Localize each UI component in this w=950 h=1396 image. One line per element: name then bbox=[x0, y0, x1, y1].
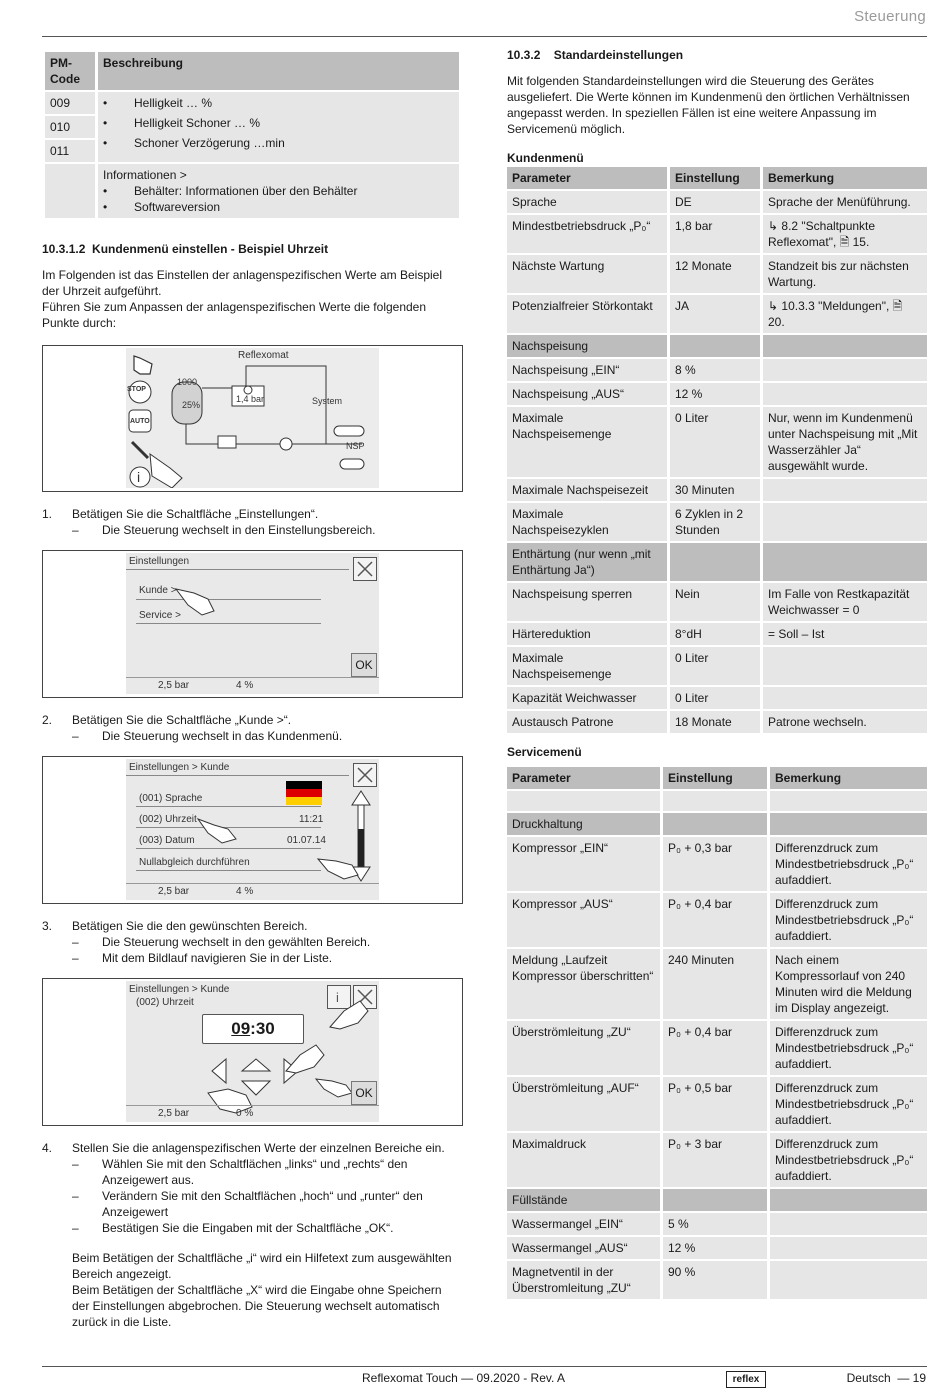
left-arrow-icon bbox=[212, 1059, 226, 1083]
uhrzeit-value: 11:21 bbox=[299, 814, 324, 825]
cell-einstellung bbox=[670, 335, 760, 357]
table-row bbox=[507, 295, 927, 333]
closing-notes bbox=[42, 1250, 462, 1330]
cell-einstellung: P₀ + 0,5 bar bbox=[663, 1077, 767, 1131]
closing-paragraph: Beim Betätigen der Schaltfläche „i“ wird ein Hilfetext zum ausgewählten Bereich angezeigt. bbox=[72, 1251, 452, 1281]
cell-parameter: Wassermangel „AUS“ bbox=[507, 1237, 660, 1259]
cell-parameter: Maximale Nachspeisezeit bbox=[507, 479, 667, 501]
pm-code: 009 bbox=[45, 92, 95, 114]
pm-code: 010 bbox=[45, 116, 95, 138]
footer-page: Deutsch — 19 bbox=[846, 1371, 926, 1385]
stop-label: STOP bbox=[127, 386, 146, 393]
hand-pointer-icon bbox=[196, 815, 240, 845]
hand-icon bbox=[134, 356, 152, 374]
col-header-parameter: Parameter bbox=[507, 167, 667, 189]
cell-bemerkung bbox=[770, 813, 927, 835]
col-header-bemerkung: Bemerkung bbox=[763, 167, 927, 189]
compressor-icon bbox=[218, 436, 236, 448]
footer-document-title: Reflexomat Touch — 09.2020 - Rev. A bbox=[362, 1371, 565, 1385]
menu-item-datum[interactable]: (003) Datum bbox=[139, 835, 195, 846]
cell-einstellung: 6 Zyklen in 2 Stunden bbox=[670, 503, 760, 541]
cell-bemerkung: Patrone wechseln. bbox=[763, 711, 927, 733]
status-bar bbox=[126, 677, 379, 694]
cell-einstellung: P₀ + 0,3 bar bbox=[663, 837, 767, 891]
cell-bemerkung: Sprache der Menüführung. bbox=[763, 191, 927, 213]
table-row bbox=[507, 359, 927, 381]
table-row bbox=[507, 813, 927, 835]
cell-parameter: Maximaldruck bbox=[507, 1133, 660, 1187]
status-level: 4 % bbox=[236, 680, 254, 691]
cell-parameter: Nächste Wartung bbox=[507, 255, 667, 293]
hand-pointer-icon bbox=[326, 997, 370, 1031]
cell-bemerkung bbox=[770, 1261, 927, 1299]
cell-einstellung: 0 Liter bbox=[670, 647, 760, 685]
cell-parameter: Meldung „Laufzeit Kompressor überschritten“ bbox=[507, 949, 660, 1019]
table-row bbox=[507, 949, 927, 1019]
table-row bbox=[507, 215, 927, 253]
cell-parameter: Nachspeisung bbox=[507, 335, 667, 357]
pump-icon bbox=[280, 438, 292, 450]
table-row bbox=[507, 503, 927, 541]
table-row bbox=[507, 1077, 927, 1131]
bullet: • bbox=[103, 136, 108, 150]
cell-einstellung: Nein bbox=[670, 583, 760, 621]
cell-einstellung bbox=[663, 1189, 767, 1211]
table-row bbox=[507, 1261, 927, 1299]
cell-parameter: Magnetventil in der Überstromleitung „ZU“ bbox=[507, 1261, 660, 1299]
servicemenu-title: Servicemenü bbox=[507, 745, 582, 759]
running-header: Steuerung bbox=[854, 8, 926, 25]
hand-pointer-icon bbox=[282, 1041, 326, 1075]
cell-parameter bbox=[507, 791, 660, 811]
table-row bbox=[507, 479, 927, 501]
ok-button[interactable]: OK bbox=[351, 1081, 377, 1105]
cell-einstellung: 12 % bbox=[663, 1237, 767, 1259]
cell-parameter: Sprache bbox=[507, 191, 667, 213]
cell-einstellung: 12 Monate bbox=[670, 255, 760, 293]
table-row bbox=[507, 1237, 927, 1259]
time-display bbox=[202, 1014, 304, 1044]
cell-bemerkung: = Soll – Ist bbox=[763, 623, 927, 645]
cell-parameter: Härtereduktion bbox=[507, 623, 667, 645]
cell-einstellung: JA bbox=[670, 295, 760, 333]
cell-parameter: Überströmleitung „AUF“ bbox=[507, 1077, 660, 1131]
cell-bemerkung bbox=[770, 791, 927, 811]
pm-code-table bbox=[42, 50, 462, 220]
bullet: • bbox=[103, 96, 108, 110]
cell-einstellung: 18 Monate bbox=[670, 711, 760, 733]
pm-text: Helligkeit Schoner … % bbox=[134, 116, 261, 130]
cell-einstellung: P₀ + 0,4 bar bbox=[663, 893, 767, 947]
touch-screen bbox=[126, 553, 379, 694]
touch-screen bbox=[126, 981, 379, 1122]
cell-bemerkung: Differenzdruck zum Mindestbetriebsdruck „P₀“ aufaddiert. bbox=[770, 893, 927, 947]
schematic-diagram bbox=[126, 348, 379, 488]
cell-einstellung: 90 % bbox=[663, 1261, 767, 1299]
figure-customer-menu-screen bbox=[42, 756, 463, 904]
step-3: 3. Betätigen Sie die den gewünschten Bereich. – Die Steuerung wechselt in den gewählten Bereich. – Mit dem Bildlauf navigieren Sie in der Liste. bbox=[42, 919, 371, 965]
cell-parameter: Nachspeisung sperren bbox=[507, 583, 667, 621]
close-icon bbox=[354, 558, 376, 580]
step-1: 1. Betätigen Sie die Schaltfläche „Einstellungen“. – Die Steuerung wechselt in den Einstellungsbereich. bbox=[42, 507, 376, 537]
menu-item-kunde[interactable]: Kunde > bbox=[139, 585, 177, 596]
pm-text: Helligkeit … % bbox=[134, 96, 213, 110]
cell-parameter: Druckhaltung bbox=[507, 813, 660, 835]
pm-info-item: Behälter: Informationen über den Behälter bbox=[134, 184, 358, 198]
cell-bemerkung bbox=[763, 503, 927, 541]
close-icon bbox=[354, 764, 376, 786]
table-row bbox=[507, 687, 927, 709]
cell-bemerkung bbox=[763, 543, 927, 581]
cell-parameter: Kapazität Weichwasser bbox=[507, 687, 667, 709]
cell-bemerkung: Im Falle von Restkapazität Weichwasser = 0 bbox=[763, 583, 927, 621]
cell-parameter: Nachspeisung „AUS“ bbox=[507, 383, 667, 405]
cell-bemerkung bbox=[763, 687, 927, 709]
reflex-logo: reflex bbox=[726, 1371, 766, 1388]
col-header-parameter: Parameter bbox=[507, 767, 660, 789]
kundenmenu-table bbox=[504, 165, 930, 735]
cell-bemerkung bbox=[763, 383, 927, 405]
cell-parameter: Überströmleitung „ZU“ bbox=[507, 1021, 660, 1075]
auto-label: AUTO bbox=[130, 418, 150, 425]
screen-subtitle: (002) Uhrzeit bbox=[136, 997, 194, 1008]
pm-text: Schoner Verzögerung …min bbox=[134, 136, 285, 150]
time-hours[interactable]: 09 bbox=[231, 1019, 251, 1038]
table-row bbox=[507, 407, 927, 477]
pm-code: 011 bbox=[45, 140, 95, 162]
section-heading-10-3-1-2: 10.3.1.2 Kundenmenü einstellen - Beispiel Uhrzeit bbox=[42, 242, 329, 256]
pm-header-description: Beschreibung bbox=[98, 52, 459, 90]
table-row bbox=[45, 92, 459, 114]
pm-descriptions bbox=[98, 92, 459, 162]
cell-parameter: Mindestbetriebsdruck „P₀“ bbox=[507, 215, 667, 253]
wrench-icon bbox=[132, 442, 148, 458]
figure-main-screen bbox=[42, 345, 463, 492]
hand-pointer-icon bbox=[174, 583, 218, 617]
intro-paragraph: Führen Sie zum Anpassen der anlagenspezifischen Werte die folgenden Punkte durch: bbox=[42, 300, 427, 330]
figure-time-edit-screen bbox=[42, 978, 463, 1126]
intro-paragraph: Im Folgenden ist das Einstellen der anlagenspezifischen Werte am Beispiel der Uhrzeit aufgeführt. bbox=[42, 268, 442, 298]
cell-einstellung: 0 Liter bbox=[670, 407, 760, 477]
table-row bbox=[507, 1189, 927, 1211]
cell-bemerkung: ↳ 10.3.3 "Meldungen", 🗎 20. bbox=[763, 295, 927, 333]
bullet: • bbox=[103, 184, 108, 198]
cell-einstellung bbox=[663, 813, 767, 835]
cell-bemerkung bbox=[763, 479, 927, 501]
system-label: System bbox=[312, 396, 343, 406]
bullet: • bbox=[103, 200, 108, 214]
table-row bbox=[45, 164, 459, 218]
col-header-einstellung: Einstellung bbox=[670, 167, 760, 189]
menu-item-uhrzeit[interactable]: (002) Uhrzeit bbox=[139, 814, 197, 825]
status-level: 0 % bbox=[236, 1108, 254, 1119]
cell-bemerkung bbox=[763, 335, 927, 357]
cell-bemerkung: Differenzdruck zum Mindestbetriebsdruck „P₀“ aufaddiert. bbox=[770, 837, 927, 891]
close-button[interactable] bbox=[353, 557, 377, 581]
cell-bemerkung bbox=[763, 647, 927, 685]
cell-einstellung bbox=[670, 543, 760, 581]
close-button[interactable] bbox=[353, 763, 377, 787]
header-rule bbox=[42, 36, 927, 37]
figure-settings-screen bbox=[42, 550, 463, 698]
step-2: 2. Betätigen Sie die Schaltfläche „Kunde >“. – Die Steuerung wechselt in das Kundenmenü. bbox=[42, 713, 343, 743]
tank-volume: 1000 bbox=[177, 377, 198, 387]
status-pressure: 2,5 bar bbox=[158, 1108, 190, 1119]
up-arrow-icon bbox=[242, 1059, 270, 1071]
ok-button[interactable]: OK bbox=[351, 653, 377, 677]
cell-bemerkung: ↳ 8.2 "Schaltpunkte Reflexomat", 🗎 15. bbox=[763, 215, 927, 253]
cell-einstellung: DE bbox=[670, 191, 760, 213]
status-level: 4 % bbox=[236, 886, 254, 897]
cell-parameter: Potenzialfreier Störkontakt bbox=[507, 295, 667, 333]
cell-bemerkung: Nach einem Kompressorlauf von 240 Minuten wird die Meldung im Display angezeigt. bbox=[770, 949, 927, 1019]
cell-bemerkung bbox=[763, 359, 927, 381]
cell-bemerkung: Nur, wenn im Kundenmenü unter Nachspeisung mit „Mit Wasserzähler Ja“ ausgewählt wurde. bbox=[763, 407, 927, 477]
status-pressure: 2,5 bar bbox=[158, 886, 190, 897]
cell-einstellung: 0 Liter bbox=[670, 687, 760, 709]
cell-parameter: Kompressor „AUS“ bbox=[507, 893, 660, 947]
screen-title: Einstellungen > Kunde bbox=[129, 984, 230, 995]
cell-parameter: Enthärtung (nur wenn „mit Enthärtung Ja“) bbox=[507, 543, 667, 581]
closing-paragraph: Beim Betätigen der Schaltfläche „X“ wird die Eingabe ohne Speichern der Einstellungen abgebrochen. Die Steuerung wechselt automatisch zurück in die Liste. bbox=[72, 1283, 442, 1329]
cell-bemerkung bbox=[770, 1213, 927, 1235]
servicemenu-table bbox=[504, 765, 930, 1301]
cell-bemerkung: Standzeit bis zur nächsten Wartung. bbox=[763, 255, 927, 293]
cell-einstellung: 30 Minuten bbox=[670, 479, 760, 501]
nsp-label: NSP bbox=[346, 441, 365, 451]
table-row bbox=[507, 711, 927, 733]
cell-bemerkung: Differenzdruck zum Mindestbetriebsdruck „P₀“ aufaddiert. bbox=[770, 1021, 927, 1075]
cell-einstellung: 12 % bbox=[670, 383, 760, 405]
col-header-bemerkung: Bemerkung bbox=[770, 767, 927, 789]
cell-parameter: Wassermangel „EIN“ bbox=[507, 1213, 660, 1235]
cell-bemerkung bbox=[770, 1237, 927, 1259]
cell-parameter: Kompressor „EIN“ bbox=[507, 837, 660, 891]
table-row bbox=[507, 623, 927, 645]
cell-parameter: Maximale Nachspeisemenge bbox=[507, 407, 667, 477]
left-column bbox=[42, 50, 462, 1330]
table-row bbox=[507, 1021, 927, 1075]
cell-einstellung: 240 Minuten bbox=[663, 949, 767, 1019]
cell-parameter: Maximale Nachspeisemenge bbox=[507, 647, 667, 685]
touch-screen bbox=[126, 348, 379, 488]
table-row bbox=[507, 191, 927, 213]
menu-item-sprache[interactable]: (001) Sprache bbox=[139, 793, 203, 804]
table-row bbox=[507, 837, 927, 891]
col-header-einstellung: Einstellung bbox=[663, 767, 767, 789]
table-row bbox=[507, 647, 927, 685]
menu-item-nullabgleich[interactable]: Nullabgleich durchführen bbox=[139, 857, 250, 868]
info-icon bbox=[130, 467, 150, 487]
bullet: • bbox=[103, 116, 108, 130]
screen-title: Reflexomat bbox=[238, 350, 289, 361]
datum-value: 01.07.14 bbox=[287, 835, 326, 846]
screen-title: Einstellungen bbox=[129, 556, 190, 567]
flag-germany-icon[interactable] bbox=[286, 781, 322, 805]
table-row bbox=[507, 383, 927, 405]
menu-item-service[interactable]: Service > bbox=[139, 610, 181, 621]
hand-pointer-icon bbox=[150, 454, 182, 488]
table-row bbox=[507, 583, 927, 621]
status-bar bbox=[126, 883, 379, 900]
cell-einstellung: 5 % bbox=[663, 1213, 767, 1235]
time-minutes[interactable]: :30 bbox=[250, 1019, 275, 1038]
svg-text:i: i bbox=[336, 990, 339, 1005]
tank-level: 25% bbox=[182, 400, 201, 410]
step-4: 4. Stellen Sie die anlagenspezifischen Werte der einzelnen Bereiche ein. – Wählen Sie mit den Schaltflächen „links“ und „rechts“ den Anzeigewert aus. – Verändern Sie mit den Schaltflächen „hoch“ und „runter“ den Anzeigewert – Bestätigen Sie die Eingaben mit der Schaltfläche „OK“. bbox=[42, 1141, 445, 1235]
pm-info-title: Informationen > bbox=[103, 168, 187, 182]
cell-parameter: Nachspeisung „EIN“ bbox=[507, 359, 667, 381]
screen-title: Einstellungen > Kunde bbox=[129, 762, 230, 773]
cell-parameter: Füllstände bbox=[507, 1189, 660, 1211]
footer-rule bbox=[42, 1366, 927, 1367]
section-heading-10-3-2: 10.3.2 Standardeinstellungen bbox=[507, 48, 684, 62]
scroll-up-icon bbox=[352, 791, 370, 805]
cell-bemerkung: Differenzdruck zum Mindestbetriebsdruck „P₀“ aufaddiert. bbox=[770, 1077, 927, 1131]
pm-info-item: Softwareversion bbox=[134, 200, 221, 214]
table-row bbox=[507, 1133, 927, 1187]
svg-text:i: i bbox=[137, 469, 141, 485]
pm-info bbox=[98, 164, 459, 218]
table-row bbox=[507, 255, 927, 293]
table-row bbox=[507, 893, 927, 947]
cell-parameter: Austausch Patrone bbox=[507, 711, 667, 733]
right-column bbox=[507, 48, 927, 1301]
table-row bbox=[507, 543, 927, 581]
intro-paragraph: Mit folgenden Standardeinstellungen wird die Steuerung des Gerätes ausgeliefert. Die Werte können im Kundenmenü den örtlichen Verhältnissen angepasst werden. In speziellen Fällen ist eine weitere Anpassung im Servicemenü möglich. bbox=[507, 74, 910, 136]
table-row bbox=[507, 1213, 927, 1235]
hand-pointer-icon bbox=[314, 1073, 354, 1099]
hand-pointer-icon bbox=[316, 851, 360, 881]
cell-bemerkung bbox=[770, 1189, 927, 1211]
cell-parameter: Maximale Nachspeisezyklen bbox=[507, 503, 667, 541]
table-row bbox=[507, 335, 927, 357]
status-bar bbox=[126, 1105, 379, 1122]
pressure-value: 1,4 bar bbox=[236, 394, 265, 404]
cell-einstellung: 8 % bbox=[670, 359, 760, 381]
pm-header-code: PM-Code bbox=[45, 52, 95, 90]
cell-einstellung: 8°dH bbox=[670, 623, 760, 645]
cell-bemerkung: Differenzdruck zum Mindestbetriebsdruck „P₀“ aufaddiert. bbox=[770, 1133, 927, 1187]
kundenmenu-title: Kundenmenü bbox=[507, 151, 584, 165]
cell-einstellung: P₀ + 0,4 bar bbox=[663, 1021, 767, 1075]
cell-einstellung: 1,8 bar bbox=[670, 215, 760, 253]
status-pressure: 2,5 bar bbox=[158, 680, 190, 691]
touch-screen bbox=[126, 759, 379, 900]
table-row bbox=[507, 791, 927, 811]
cell-einstellung: P₀ + 3 bar bbox=[663, 1133, 767, 1187]
cell-einstellung bbox=[663, 791, 767, 811]
